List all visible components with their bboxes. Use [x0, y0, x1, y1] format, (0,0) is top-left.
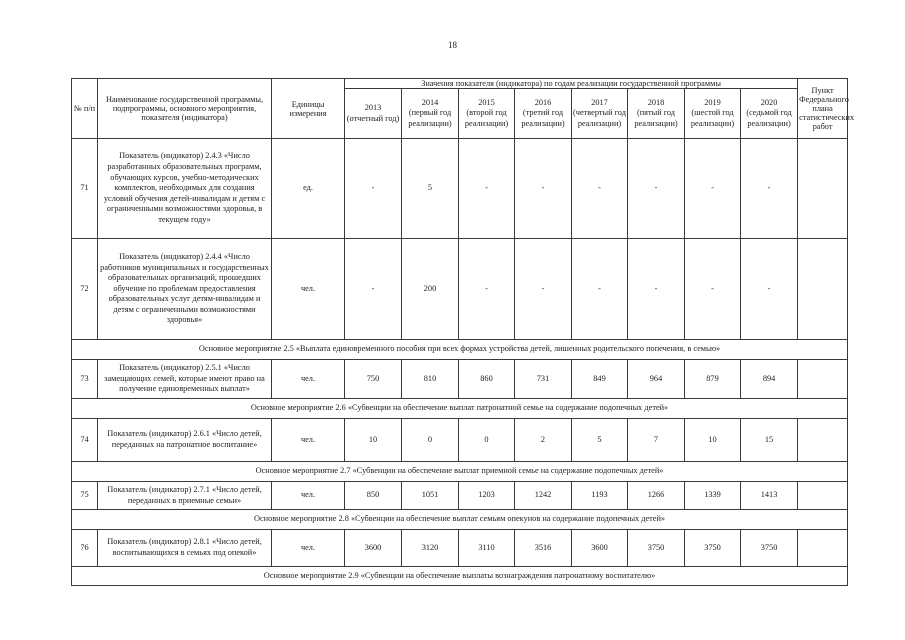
- row-num: 75: [72, 482, 98, 510]
- row-value: 3600: [345, 530, 402, 567]
- row-num: 73: [72, 360, 98, 399]
- page-number: 18: [448, 40, 457, 50]
- row-value: 3750: [628, 530, 685, 567]
- row-value: 5: [572, 419, 628, 462]
- table-row: [72, 239, 848, 340]
- header-year: 2016 (третий год реализации): [515, 89, 572, 139]
- row-unit: чел.: [272, 360, 345, 399]
- section-title: Основное мероприятие 2.6 «Субвенции на обеспечение выплат патронатной семье на содержание подопечных детей»: [72, 399, 848, 419]
- row-value: 1413: [741, 482, 798, 510]
- row-unit: чел.: [272, 530, 345, 567]
- row-value: 964: [628, 360, 685, 399]
- header-values-group: Значения показателя (индикатора) по годам реализации государственной программы: [345, 79, 798, 89]
- table-row: [72, 139, 848, 239]
- row-name: Показатель (индикатор) 2.8.1 «Число детей, воспитывающихся в семьях под опекой»: [98, 530, 272, 567]
- row-value: 879: [685, 360, 741, 399]
- row-value: 0: [402, 419, 459, 462]
- row-value: 3516: [515, 530, 572, 567]
- row-num: 71: [72, 139, 98, 239]
- row-plan: [798, 530, 848, 567]
- table-row: [72, 419, 848, 462]
- row-value: 1193: [572, 482, 628, 510]
- row-plan: [798, 239, 848, 340]
- row-unit: ед.: [272, 139, 345, 239]
- row-value: -: [685, 139, 741, 239]
- row-plan: [798, 360, 848, 399]
- row-value: -: [345, 139, 402, 239]
- section-title: Основное мероприятие 2.7 «Субвенции на обеспечение выплат приемной семье на содержание подопечных детей»: [72, 462, 848, 482]
- row-value: -: [515, 139, 572, 239]
- section-title: Основное мероприятие 2.8 «Субвенции на обеспечение выплат семьям опекунов на содержание подопечных детей»: [72, 510, 848, 530]
- row-value: -: [685, 239, 741, 340]
- row-value: -: [628, 239, 685, 340]
- row-name: Показатель (индикатор) 2.5.1 «Число замещающих семей, которые имеют право на получение единовременных выплат»: [98, 360, 272, 399]
- row-value: -: [628, 139, 685, 239]
- row-value: 3750: [741, 530, 798, 567]
- row-value: -: [741, 239, 798, 340]
- row-plan: [798, 482, 848, 510]
- row-value: 750: [345, 360, 402, 399]
- row-value: -: [572, 239, 628, 340]
- row-value: 731: [515, 360, 572, 399]
- row-value: 3110: [459, 530, 515, 567]
- row-value: 810: [402, 360, 459, 399]
- section-title: Основное мероприятие 2.5 «Выплата единовременного пособия при всех формах устройства детей, лишенных родительского попечения, в семью»: [72, 340, 848, 360]
- row-value: -: [459, 239, 515, 340]
- row-value: 3120: [402, 530, 459, 567]
- row-value: -: [515, 239, 572, 340]
- row-name: Показатель (индикатор) 2.4.3 «Число разработанных образовательных программ, обучающих курсов, учебно-методических комплектов, необходимых для создания условий обучения детей-инвалидам и детям с ограниченными возможностями здоровья, в текущем году»: [98, 139, 272, 239]
- header-num: № п/п: [72, 79, 98, 139]
- section-row: [72, 567, 848, 586]
- row-value: 3600: [572, 530, 628, 567]
- table-row: [72, 530, 848, 567]
- row-unit: чел.: [272, 482, 345, 510]
- header-name: Наименование государственной программы, подпрограммы, основного мероприятия, показателя (индикатора): [98, 79, 272, 139]
- row-value: 200: [402, 239, 459, 340]
- table-row: [72, 360, 848, 399]
- row-name: Показатель (индикатор) 2.4.4 «Число работников муниципальных и государственных образовательных организаций, прошедших обучение по проблемам предоставления образовательных услуг детям-инвалидам и детям с ограниченными возможностями здоровья»: [98, 239, 272, 340]
- row-value: 1242: [515, 482, 572, 510]
- header-year: 2014 (первый год реализации): [402, 89, 459, 139]
- header-year: 2020 (седьмой год реализации): [741, 89, 798, 139]
- row-value: 7: [628, 419, 685, 462]
- section-row: [72, 462, 848, 482]
- header-year: 2019 (шестой год реализации): [685, 89, 741, 139]
- row-value: 10: [345, 419, 402, 462]
- row-value: -: [345, 239, 402, 340]
- row-name: Показатель (индикатор) 2.6.1 «Число детей, переданных на патронатное воспитание»: [98, 419, 272, 462]
- row-value: 2: [515, 419, 572, 462]
- row-unit: чел.: [272, 239, 345, 340]
- row-value: -: [572, 139, 628, 239]
- row-value: 849: [572, 360, 628, 399]
- row-value: -: [459, 139, 515, 239]
- row-num: 74: [72, 419, 98, 462]
- row-value: 894: [741, 360, 798, 399]
- row-unit: чел.: [272, 419, 345, 462]
- row-name: Показатель (индикатор) 2.7.1 «Число детей, переданных в приемные семьи»: [98, 482, 272, 510]
- row-num: 76: [72, 530, 98, 567]
- row-value: -: [741, 139, 798, 239]
- row-value: 15: [741, 419, 798, 462]
- section-row: [72, 510, 848, 530]
- header-year: 2013 (отчетный год): [345, 89, 402, 139]
- row-plan: [798, 139, 848, 239]
- section-row: [72, 399, 848, 419]
- row-value: 1203: [459, 482, 515, 510]
- header-year: 2017 (четвертый год реализации): [572, 89, 628, 139]
- header-year: 2015 (второй год реализации): [459, 89, 515, 139]
- row-value: 860: [459, 360, 515, 399]
- row-value: 10: [685, 419, 741, 462]
- header-row-group: [72, 79, 848, 89]
- row-value: 5: [402, 139, 459, 239]
- section-row: [72, 340, 848, 360]
- row-value: 1339: [685, 482, 741, 510]
- row-num: 72: [72, 239, 98, 340]
- section-title: Основное мероприятие 2.9 «Субвенции на обеспечение выплаты вознаграждения патронатному воспитателю»: [72, 567, 848, 586]
- row-value: 3750: [685, 530, 741, 567]
- header-year: 2018 (пятый год реализации): [628, 89, 685, 139]
- indicators-table: [71, 78, 855, 586]
- header-plan-item: Пункт Федерального плана статистических работ: [798, 79, 848, 139]
- header-unit: Единицы измерения: [272, 79, 345, 139]
- row-plan: [798, 419, 848, 462]
- row-value: 1266: [628, 482, 685, 510]
- row-value: 1051: [402, 482, 459, 510]
- row-value: 850: [345, 482, 402, 510]
- row-value: 0: [459, 419, 515, 462]
- table-row: [72, 482, 848, 510]
